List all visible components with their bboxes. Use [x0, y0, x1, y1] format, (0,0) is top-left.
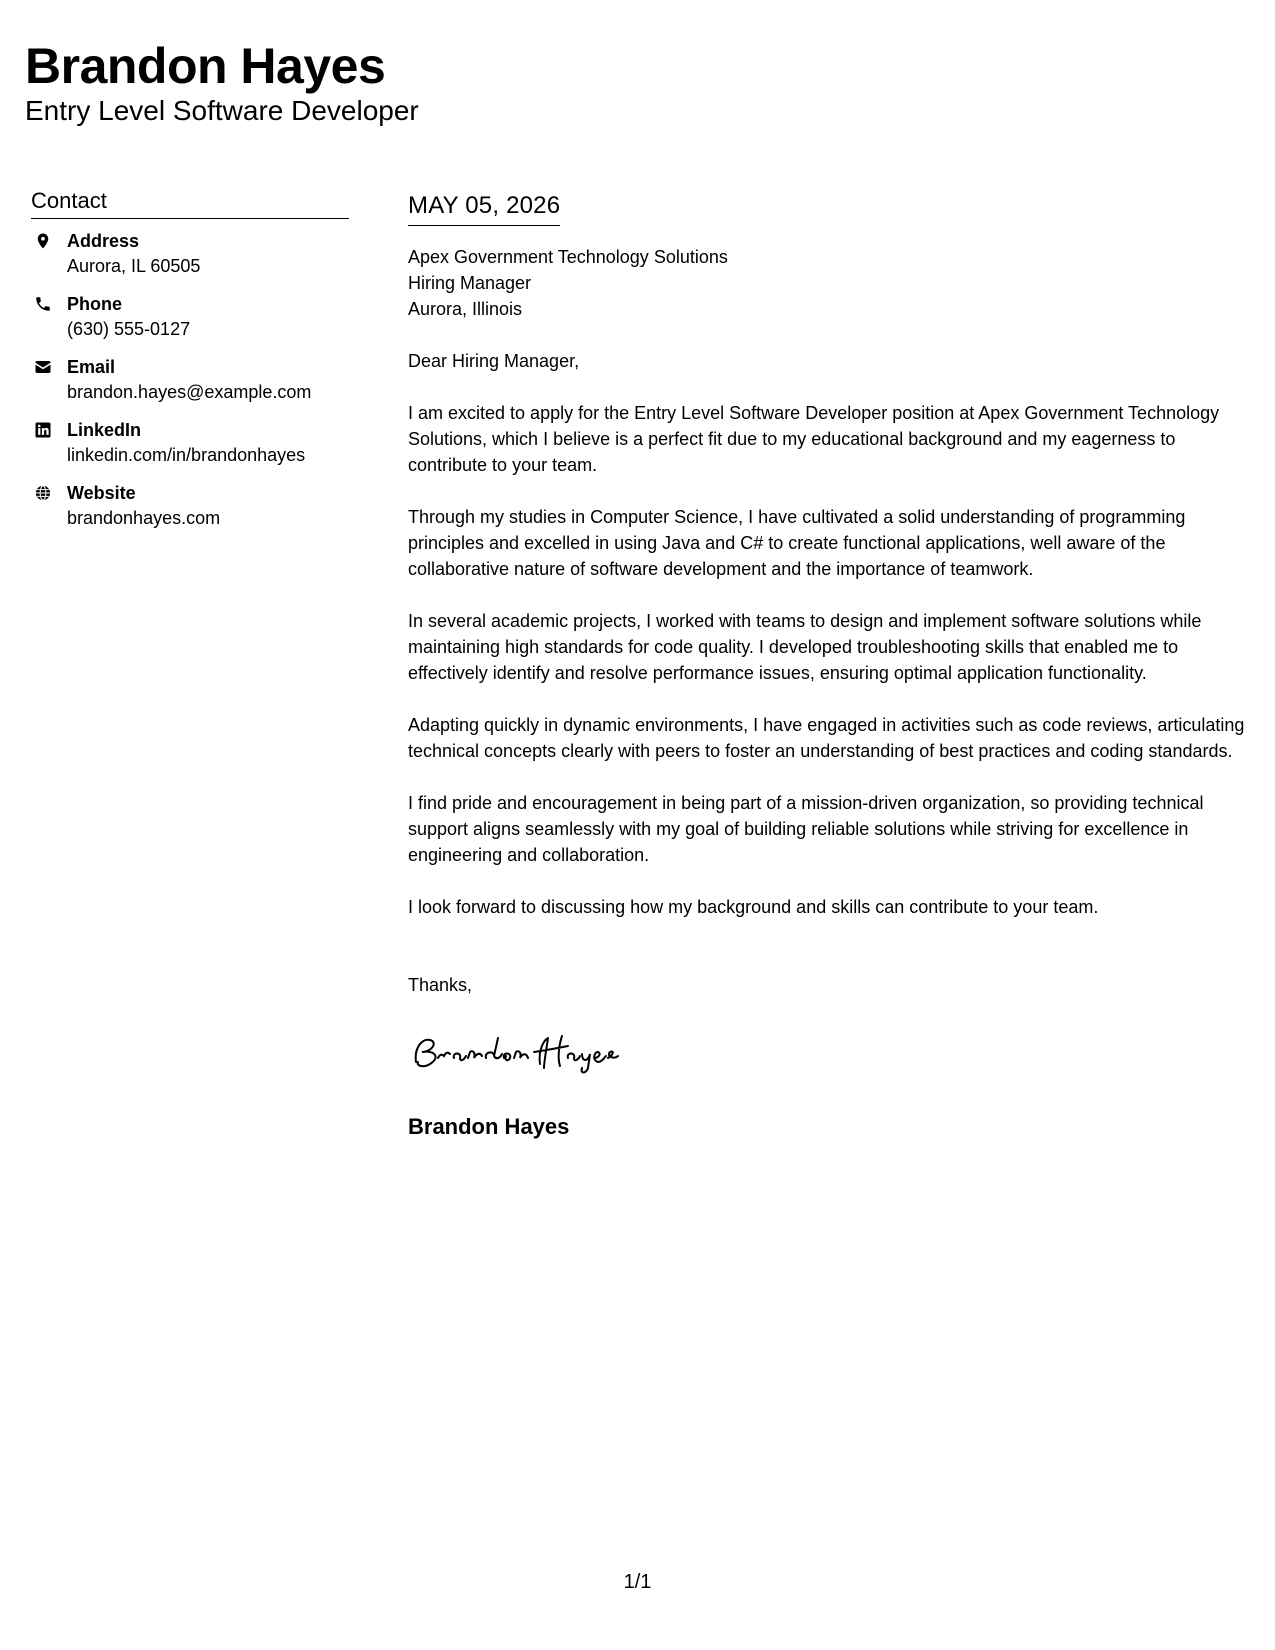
globe-icon: [33, 483, 53, 503]
contact-list: [31, 229, 349, 544]
contact-label: Website: [67, 483, 136, 503]
closing: Thanks,: [408, 975, 473, 995]
contact-value: linkedin.com/in/brandonhayes: [67, 445, 306, 465]
body-paragraph: I look forward to discussing how my background and skills can contribute to your team.: [408, 897, 1099, 917]
linkedin-icon: [33, 420, 53, 440]
contact-label: Address: [67, 231, 140, 251]
date-block: [408, 191, 560, 226]
contact-value: Aurora, IL 60505: [67, 256, 201, 276]
contact-phone: [31, 292, 349, 355]
applicant-name: Brandon Hayes: [25, 38, 386, 94]
recipient-company: Apex Government Technology Solutions: [408, 247, 728, 267]
body-paragraph: Through my studies in Computer Science, I have cultivated a solid understanding of programming principles and excelled in using Java and C# to create functional applications, well aware of the collaborative nature of software development and the importance of teamwork.: [408, 507, 1186, 579]
contact-linkedin: [31, 418, 349, 481]
contact-address: [31, 229, 349, 292]
body-paragraph: I find pride and encouragement in being part of a mission-driven organization, so providing technical support aligns seamlessly with my goal of building reliable solutions while striving for excellence in engineering and collaboration.: [408, 793, 1204, 865]
contact-heading: Contact: [31, 188, 349, 219]
signer-name: Brandon Hayes: [408, 1114, 570, 1139]
contact-website: [31, 481, 349, 544]
contact-email: [31, 355, 349, 418]
letter-date: MAY 05, 2026: [408, 192, 561, 219]
body-paragraph: I am excited to apply for the Entry Level Software Developer position at Apex Government Technology Solutions, which I believe is a perfect fit due to my educational background and my eagerness to contribute to your team.: [408, 403, 1220, 475]
recipient-role: Hiring Manager: [408, 273, 532, 293]
contact-value: brandonhayes.com: [67, 508, 221, 528]
contact-label: LinkedIn: [67, 420, 142, 440]
body-paragraph: In several academic projects, I worked with teams to design and implement software solutions while maintaining high standards for code quality. I developed troubleshooting skills that enabled me to effectively identify and resolve performance issues, ensuring optimal application functionality.: [408, 611, 1202, 683]
applicant-title: Entry Level Software Developer: [25, 95, 419, 126]
page-number: 1/1: [623, 1571, 652, 1593]
contact-label: Email: [67, 357, 116, 377]
location-pin-icon: [33, 231, 53, 251]
letter-body: [408, 191, 1253, 1141]
contact-value: (630) 555-0127: [67, 319, 191, 339]
envelope-icon: [33, 357, 53, 377]
recipient-location: Aurora, Illinois: [408, 299, 523, 319]
header: [25, 38, 419, 128]
handwritten-signature: [408, 1028, 648, 1078]
contact-sidebar: [31, 188, 349, 544]
body-paragraph: Adapting quickly in dynamic environments, I have engaged in activities such as code reviews, articulating technical concepts clearly with peers to foster an understanding of best practices and coding standards.: [408, 715, 1245, 761]
phone-icon: [33, 294, 53, 314]
contact-label: Phone: [67, 294, 123, 314]
contact-value: brandon.hayes@example.com: [67, 382, 312, 402]
salutation: Dear Hiring Manager,: [408, 351, 580, 371]
recipient-block: [408, 244, 1253, 322]
